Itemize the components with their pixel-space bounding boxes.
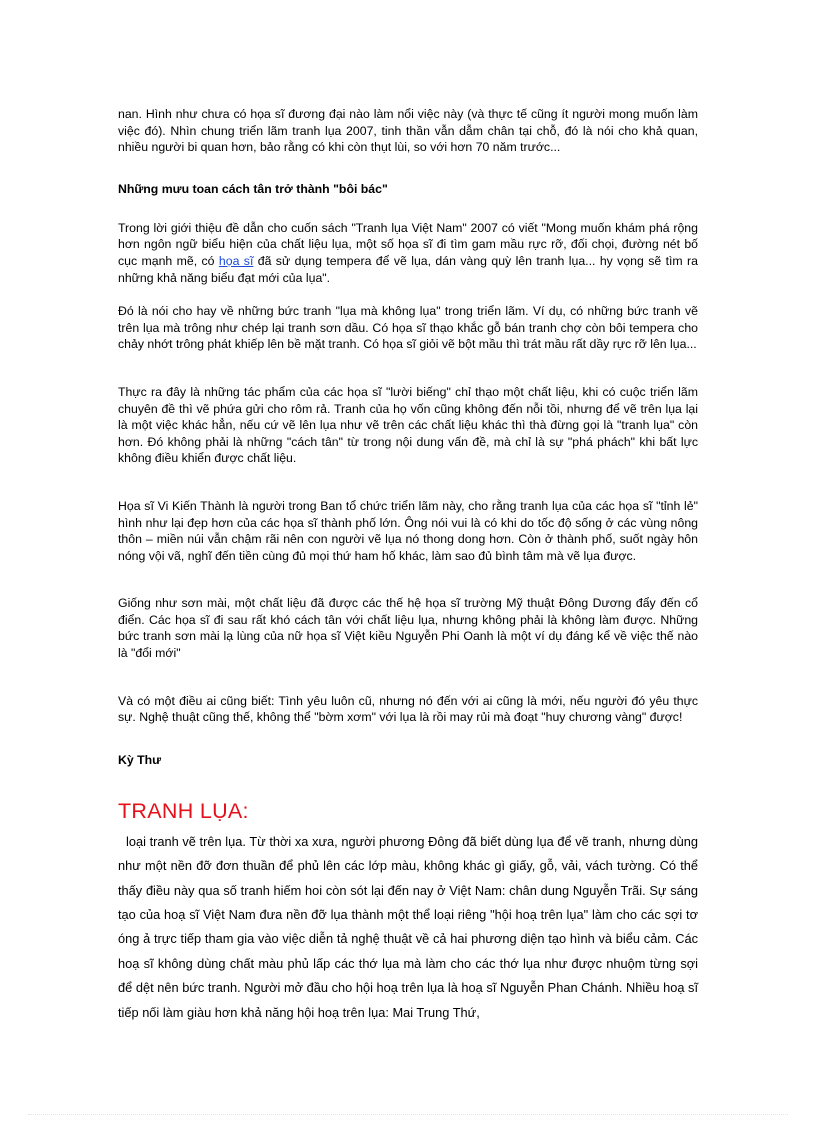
section-heading: Những mưu toan cách tân trở thành "bôi bác"	[118, 181, 388, 196]
painter-link[interactable]: họa sĩ	[218, 253, 254, 268]
tranh-lua-definition: loại tranh vẽ trên lụa. Từ thời xa xưa, người phương Đông đã biết dùng lụa để vẽ tranh, nhưng dùng như một nền đỡ đơn thuần để phủ lên các lớp màu, không khác gì giấy, gỗ, vải, vách tường. Có thể thấy điều này qua số tranh hiếm hoi còn sót lại đến nay ở Việt Nam: chân dung Nguyễn Trãi. Sự sáng tạo của hoạ sĩ Việt Nam đưa nền đỡ lụa thành một thể loại riêng "hội hoạ trên lụa" làm cho các sợi tơ óng ả trực tiếp tham gia vào việc diễn tả nghệ thuật về cả hai phương diện tạo hình và biểu cảm. Các hoạ sĩ không dùng chất màu phủ lấp các thớ lụa mà làm cho các thớ lụa như được nhuộm từng sợi để dệt nên bức tranh. Người mở đầu cho hội hoạ trên lụa là hoạ sĩ Nguyễn Phan Chánh. Nhiều hoạ sĩ tiếp nối làm giàu hơn khả năng hội hoạ trên lụa: Mai Trung Thứ,	[118, 833, 698, 1020]
paragraph-6: Và có một điều ai cũng biết: Tình yêu luôn cũ, nhưng nó đến với ai cũng là mới, nếu người đó yêu thực sự. Nghệ thuật cũng thế, không thể "bờm xơm" với lụa là rồi may rủi mà đoạt "huy chương vàng" được!	[118, 693, 698, 725]
tranh-lua-title: TRANH LỤA:	[118, 798, 249, 823]
paragraph-2: Đó là nói cho hay về những bức tranh "lụa mà không lụa" trong triển lãm. Ví dụ, có những bức tranh vẽ trên lụa mà trông như chép lại tranh sơn dầu. Có họa sĩ thạo khắc gỗ bán tranh chợ còn bôi tempera cho chảy nhớt trông phát khiếp lên bề mặt tranh. Có họa sĩ giỏi vẽ bột mầu thì trát mầu rất dầy rực rỡ lên lụa...	[118, 304, 698, 352]
paragraph-4: Họa sĩ Vi Kiến Thành là người trong Ban tổ chức triển lãm này, cho rằng tranh lụa của các họa sĩ "tỉnh lẻ" hình như lại đẹp hơn của các họa sĩ thành phố lớn. Ông nói vui là có khi do tốc độ sống ở các vùng nông thôn – miền núi vẫn chậm rãi nên con người vẽ lụa nó thong dong hơn. Còn ở thành phố, suốt ngày hôn nóng vội vã, nghĩ đến tiền cùng đủ mọi thứ ham hố khác, làm sao đủ bình tâm mà vẽ lụa được.	[118, 498, 698, 563]
intro-paragraph: nan. Hình như chưa có họa sĩ đương đại nào làm nổi việc này (và thực tế cũng ít người mong muốn làm việc đó). Nhìn chung triển lãm tranh lụa 2007, tinh thần vẫn dẫm chân tại chỗ, đó là nói cho khả quan, nhiều người bi quan hơn, bảo rằng có khi còn thụt lùi, so với hơn 70 năm trước...	[118, 107, 698, 155]
page-bottom-divider	[28, 1114, 788, 1115]
author-signature: Kỳ Thư	[118, 752, 162, 767]
paragraph-5: Giống như sơn mài, một chất liệu đã được các thế hệ họa sĩ trường Mỹ thuật Đông Dương đẩy đến cổ điển. Các họa sĩ đi sau rất khó cách tân với chất liệu lụa, nhưng không phải là không làm được. Những bức tranh sơn mài lạ lùng của nữ họa sĩ Việt kiều Nguyễn Phi Oanh là một ví dụ đáng kể về việc thế nào là "đổi mới"	[118, 596, 698, 661]
document-page	[118, 106, 698, 1025]
paragraph-3: Thực ra đây là những tác phẩm của các họa sĩ "lười biếng" chỉ thạo một chất liệu, khi có cuộc triển lãm chuyên đề thì vẽ phứa gửi cho rôm rả. Tranh của họ vốn cũng không đến nỗi tồi, nhưng để vẽ trên lụa lại là một việc khác hẳn, nếu cứ vẽ lên lụa như vẽ trên các chất liệu khác thì thà đừng gọi là "tranh lụa" còn hơn. Đó không phải là những "cách tân" từ trong nội dung vấn đề, mà chỉ là sự "phá phách" khi bất lực không điều khiển được chất liệu.	[118, 384, 698, 466]
paragraph-1-text-b: đã sử dụng tempera để vẽ lụa, dán vàng quỳ lên tranh lụa... hy vọng sẽ tìm ra những khả năng biểu đạt mới của lụa".	[118, 253, 698, 285]
paragraph-1	[118, 220, 698, 286]
paragraph-1-text-a: Trong lời giới thiệu đề dẫn cho cuốn sách "Tranh lụa Việt Nam" 2007 có viết "Mong muốn khám phá rộng hơn ngôn ngữ biểu hiện của chất liệu lụa, một số họa sĩ đi tìm gam mầu rực rỡ, đối chọi, đường nét bố cục mạnh mẽ, có	[118, 220, 698, 268]
